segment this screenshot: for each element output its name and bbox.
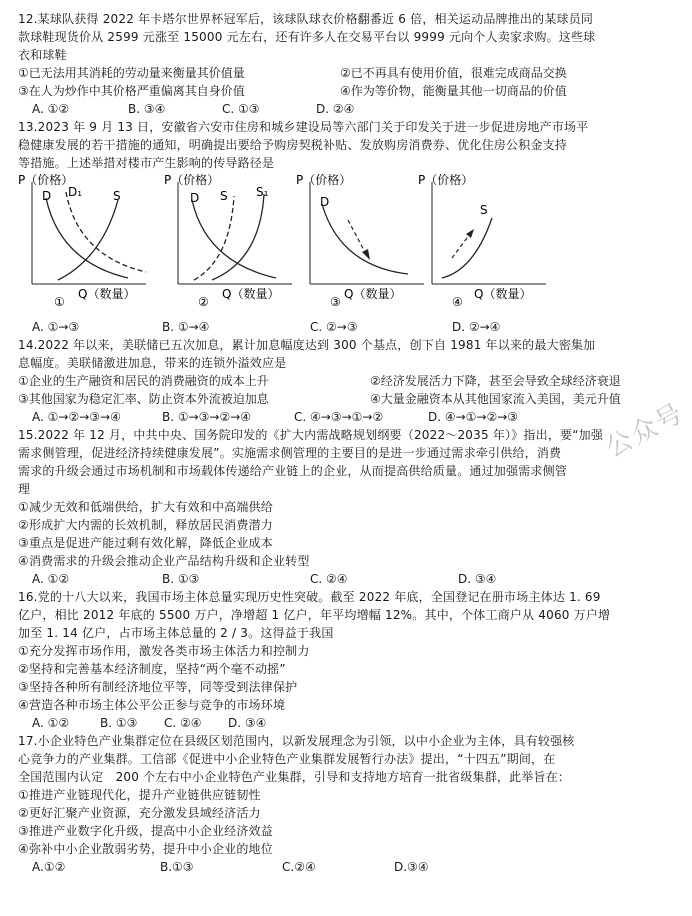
- q16-stem-line: 亿户，相比 2012 年底的 5500 万户，净增超 1 亿户，年平均增幅 12%。其中，个体工商户从 4060 万户增: [18, 608, 611, 622]
- q14-item-2: ②经济发展活力下降，甚至会导致全球经济衰退: [370, 374, 621, 388]
- q12-option-a[interactable]: A. ①②: [32, 102, 70, 116]
- q17-item: ②更好汇聚产业资源，充分激发县域经济活力: [18, 806, 261, 820]
- curve-label-d: D: [42, 189, 52, 203]
- curve-label-d1: D₁: [68, 185, 83, 199]
- q17-option-d[interactable]: D.③④: [394, 860, 429, 874]
- supply-curve: [442, 218, 492, 278]
- q17-stem-line: 全国范围内认定 200 个左右中小企业特色产业集群，引导和支持地方培育一批省级集群，此举旨在：: [18, 770, 571, 784]
- q15-option-d[interactable]: D. ③④: [458, 572, 497, 586]
- q16-item: ④营造各种市场主体公平公正参与竞争的市场环境: [18, 698, 286, 712]
- y-axis-label: P（价格）: [418, 174, 474, 187]
- q13-graph-2: [164, 174, 304, 316]
- supply-curve: [194, 196, 234, 280]
- q13-stem-line: 等措施。上述举措对楼市产生影响的传导路径是: [18, 156, 275, 170]
- q13-options: [18, 318, 682, 336]
- y-axis-label: P（价格）: [296, 174, 352, 187]
- q17-item: ①推进产业链现代化，提升产业链供应链韧性: [18, 788, 261, 802]
- movement-arrow: [452, 234, 470, 258]
- q13-graphs: [18, 174, 682, 316]
- q14-item-1: ①企业的生产融资和居民的消费融资的成本上升: [18, 374, 269, 388]
- q15-stem-line: 需求侧管理，促进经济持续健康发展”。实施需求侧管理的主要目的是进一步通过需求牵引供给，消费: [18, 446, 562, 460]
- q15-item: ③重点是促进产能过剩有效化解，降低企业成本: [18, 536, 273, 550]
- q16-option-c[interactable]: C. ②④: [164, 716, 202, 730]
- curve-label-d: D: [190, 191, 200, 205]
- q13-graph-1: [18, 174, 158, 316]
- x-axis-label: Q（数量）: [78, 287, 136, 301]
- q17-item: ③推进产业数字化升级，提高中小企业经济效益: [18, 824, 273, 838]
- q15-item: ④消费需求的升级会推动企业产品结构升级和企业转型: [18, 554, 310, 568]
- graph-number: ①: [54, 295, 65, 309]
- q14-option-a[interactable]: A. ①→②→③→④: [32, 410, 121, 424]
- q15-stem-line: 15.2022 年 12 月，中共中央、国务院印发的《扩大内需战略规划纲要（2022～2035 年）》指出，要“加强: [18, 428, 604, 442]
- q14-item-4: ④大量金融资本从其他国家流入美国，美元升值: [370, 392, 621, 406]
- q15-item: ②形成扩大内需的长效机制，释放居民消费潜力: [18, 518, 273, 532]
- x-axis-label: Q（数量）: [344, 287, 402, 301]
- q14-item-3: ③其他国家为稳定汇率、防止资本外流被迫加息: [18, 392, 269, 406]
- graph-number: ②: [198, 295, 209, 309]
- q14-option-b[interactable]: B. ①→③→②→④: [162, 410, 252, 424]
- q17-stem-line: 17.小企业特色产业集群定位在县级区划范围内，以新发展理念为引领，以中小企业为主体，具有较强核: [18, 734, 575, 748]
- q13-stem-line: 13.2023 年 9 月 13 日，安徽省六安市住房和城乡建设局等六部门关于印发关于进一步促进房地产市场平: [18, 120, 589, 134]
- q12-item-4: ④作为等价物，能衡量其他一切商品的价值: [340, 84, 567, 98]
- q17-options: [18, 858, 682, 876]
- q16-stem-line: 16.党的十八大以来，我国市场主体总量实现历史性突破。截至 2022 年底，全国登记在册市场主体达 1. 69: [18, 590, 601, 604]
- y-axis-label: P（价格）: [164, 174, 220, 187]
- arrow-head: [466, 229, 474, 238]
- q16-item: ②坚持和完善基本经济制度，坚持“两个毫不动摇”: [18, 662, 286, 676]
- exam-page: [18, 10, 682, 876]
- q16-item: ①充分发挥市场作用，激发各类市场主体活力和控制力: [18, 644, 310, 658]
- x-axis-label: Q（数量）: [222, 287, 280, 301]
- q15-option-c[interactable]: C. ②④: [310, 572, 348, 586]
- q14-options: [18, 408, 682, 426]
- q13-graph-4: [418, 174, 558, 316]
- curve-label-s: S: [220, 189, 228, 203]
- q17-stem-line: 心竞争力的产业集群。工信部《促进中小企业特色产业集群发展暂行办法》提出，“十四五”期间，在: [18, 752, 556, 766]
- arrow-head: [362, 249, 370, 260]
- curve-label-s1: S₁: [256, 185, 269, 199]
- q14-items-row: [18, 372, 682, 390]
- q12-option-b[interactable]: B. ③④: [128, 102, 166, 116]
- graph-number: ③: [330, 295, 341, 309]
- q17-option-b[interactable]: B.①③: [160, 860, 194, 874]
- question-14: [18, 336, 682, 426]
- q13-option-d[interactable]: D. ②→④: [452, 320, 501, 334]
- demand-curve: [322, 204, 408, 274]
- question-16: [18, 588, 682, 732]
- q14-option-d[interactable]: D. ④→①→②→③: [428, 410, 519, 424]
- q15-option-a[interactable]: A. ①②: [32, 572, 70, 586]
- curve-label-s: S: [480, 203, 488, 217]
- q15-item: ①减少无效和低端供给，扩大有效和中高端供给: [18, 500, 273, 514]
- question-15: [18, 426, 682, 588]
- q12-option-d[interactable]: D. ②④: [316, 102, 355, 116]
- q13-graph-3: [296, 174, 436, 316]
- movement-arrow: [348, 220, 366, 254]
- q14-items-row: [18, 390, 682, 408]
- y-axis-label: P（价格）: [18, 174, 74, 187]
- q15-options: [18, 570, 682, 588]
- curve-label-d: D: [320, 195, 330, 209]
- q12-stem-line: 款球鞋现货价从 2599 元涨至 15000 元左右，还有许多人在交易平台以 9999 元向个人卖家求购。这些球: [18, 30, 596, 44]
- q13-option-c[interactable]: C. ②→③: [310, 320, 358, 334]
- q15-option-b[interactable]: B. ①③: [162, 572, 200, 586]
- q16-options: [18, 714, 682, 732]
- q12-item-3: ③在人为炒作中其价格严重偏离其自身价值: [18, 84, 245, 98]
- q13-option-b[interactable]: B. ①→④: [162, 320, 210, 334]
- q13-stem-line: 稳健康发展的若干措施的通知，明确提出要给予购房契税补贴、发放购房消费券、优化住房公积金支持: [18, 138, 568, 152]
- q17-item: ④弥补中小企业散弱劣势，提升中小企业的地位: [18, 842, 273, 856]
- watermark-text: 公众号: [601, 397, 690, 464]
- q16-option-a[interactable]: A. ①②: [32, 716, 70, 730]
- q12-item-2: ②已不再具有使用价值，很难完成商品交换: [340, 66, 567, 80]
- question-17: [18, 732, 682, 876]
- q15-stem-line: 理: [18, 482, 31, 496]
- q12-stem-line: 12.某球队获得 2022 年卡塔尔世界杯冠军后，该球队球衣价格翻番近 6 倍，相关运动品牌推出的某球员同: [18, 12, 594, 26]
- q12-items-row: [18, 64, 682, 82]
- q16-item: ③坚持各种所有制经济地位平等，同等受到法律保护: [18, 680, 298, 694]
- graph-number: ④: [452, 295, 463, 309]
- q16-stem-line: 加至 1. 14 亿户，占市场主体总量的 2 / 3。这得益于我国: [18, 626, 334, 640]
- curve-label-s: S: [113, 189, 121, 203]
- q12-option-c[interactable]: C. ①③: [222, 102, 260, 116]
- q16-option-b[interactable]: B. ①③: [100, 716, 138, 730]
- q14-stem-line: 14.2022 年以来，美联储已五次加息，累计加息幅度达到 300 个基点，创下自 1981 年以来的最大密集加: [18, 338, 596, 352]
- q16-option-d[interactable]: D. ③④: [228, 716, 267, 730]
- q17-option-a[interactable]: A.①②: [32, 860, 66, 874]
- q13-option-a[interactable]: A. ①→③: [32, 320, 80, 334]
- question-12: [18, 10, 682, 118]
- shifted-supply-curve: [212, 194, 264, 280]
- q12-options: [18, 100, 682, 118]
- q12-item-1: ①已无法用其消耗的劳动量来衡量其价值量: [18, 66, 245, 80]
- supply-curve: [58, 200, 118, 280]
- x-axis-label: Q（数量）: [474, 287, 532, 301]
- q17-option-c[interactable]: C.②④: [282, 860, 316, 874]
- question-13: [18, 118, 682, 336]
- q14-stem-line: 息幅度。美联储激进加息，带来的连锁外溢效应是: [18, 356, 287, 370]
- q12-items-row: [18, 82, 682, 100]
- q12-stem-line: 衣和球鞋: [18, 48, 67, 62]
- q14-option-c[interactable]: C. ④→③→①→②: [294, 410, 384, 424]
- q15-stem-line: 需求的升级会通过市场机制和市场载体传递给产业链上的企业，从而提高供给质量。通过加强需求侧管: [18, 464, 568, 478]
